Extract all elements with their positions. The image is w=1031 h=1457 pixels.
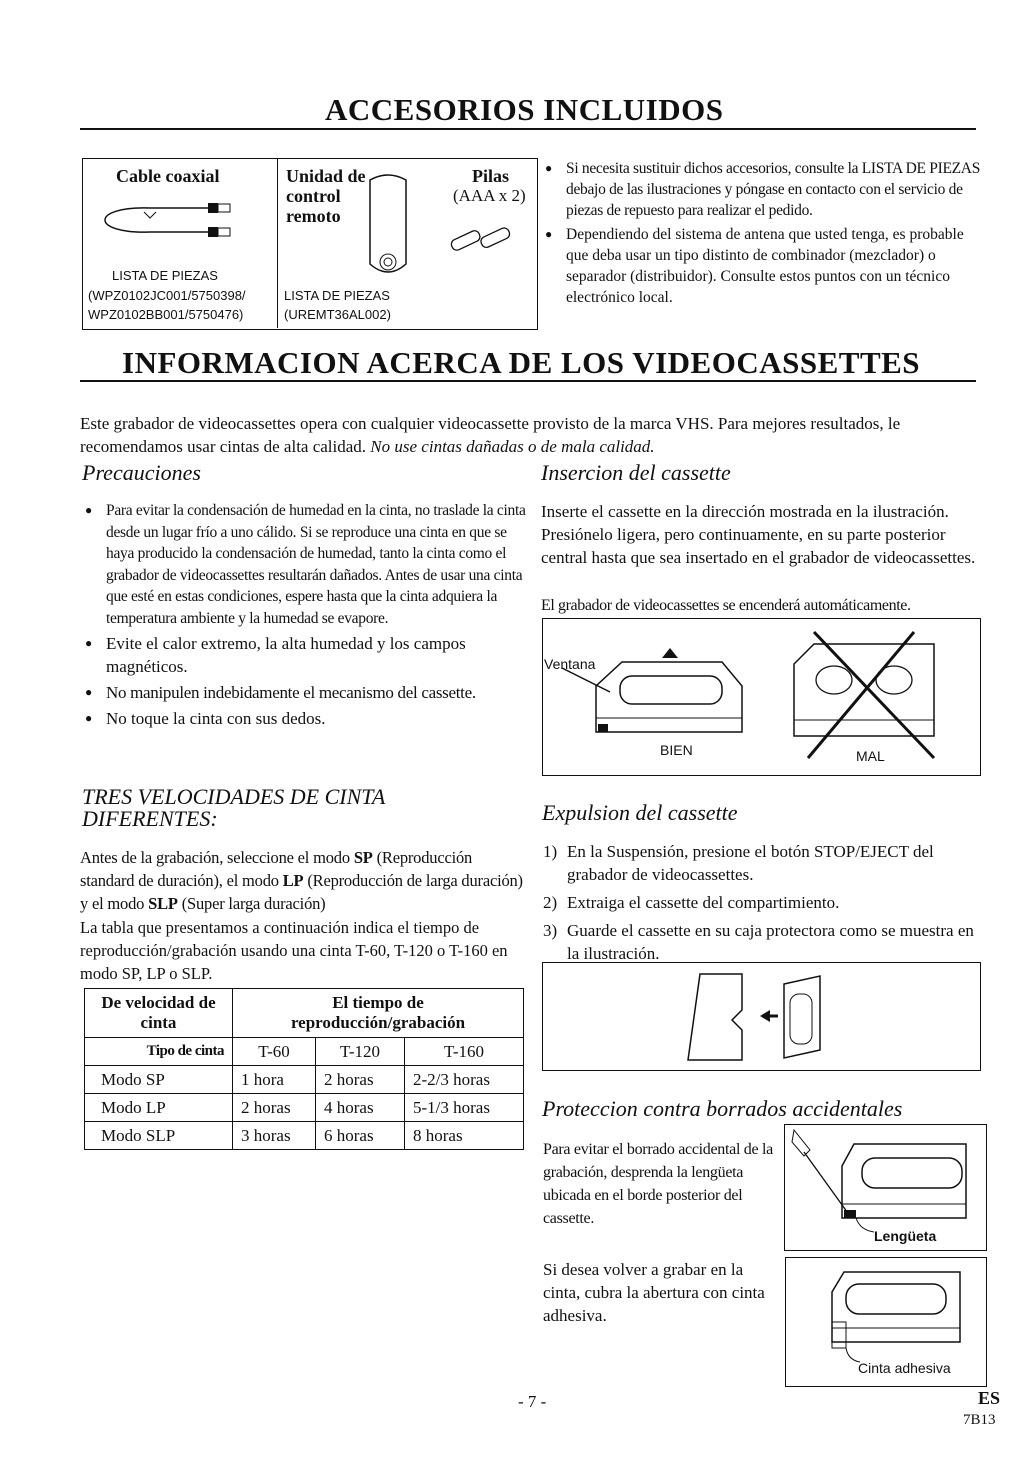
remote-parts: (UREMT36AL002): [284, 307, 391, 322]
label-good: BIEN: [660, 742, 693, 758]
insertion-title: Insercion del cassette: [541, 460, 731, 485]
speeds-title-1: TRES VELOCIDADES DE CINTA: [82, 784, 386, 809]
eject-step: 2) Extraiga el cassette del compartimiento.: [543, 893, 840, 912]
model-code: 7B13: [963, 1412, 996, 1428]
header-time: El tiempo de reproducción/grabación: [233, 989, 524, 1038]
remote-control-icon: [368, 172, 408, 282]
speed-table-header: [85, 989, 524, 1038]
table-row: Modo LP 2 horas 4 horas 5-1/3 horas: [85, 1094, 524, 1122]
cassette-case-icon: [680, 970, 840, 1064]
speeds-para-2: La tabla que presentamos a continuación indica el tiempo de reproducción/grabación usando una cinta T-60, T-120 o T-160 en modo SP, LP o SLP.: [80, 918, 508, 983]
info-intro-italic: No use cintas dañadas o de mala calidad.: [370, 437, 655, 456]
title-rule: [80, 128, 976, 130]
info-intro-text: Este grabador de videocassettes opera con cualquier videocassette provisto de la marca VHS. Para mejores resultados, le recomendamos usar cintas de alta calidad.: [80, 414, 901, 456]
batteries-label: Pilas: [472, 166, 510, 186]
page-number: - 7 -: [518, 1392, 547, 1411]
coax-cable-icon: [90, 200, 250, 250]
precaution-item: ● No manipulen indebidamente el mecanismo del cassette.: [80, 681, 527, 704]
eject-steps: [543, 840, 983, 970]
table-row: Modo SLP 3 horas 6 horas 8 horas: [85, 1122, 524, 1150]
accessories-notes-list: [540, 158, 980, 308]
label-bad: MAL: [856, 748, 885, 764]
tape-type-row: [85, 1038, 524, 1066]
precaution-item: ● No toque la cinta con sus dedos.: [80, 707, 527, 730]
tape-type: T-120: [316, 1038, 405, 1066]
cable-parts-label: LISTA DE PIEZAS: [112, 268, 218, 283]
eject-step: 3) Guarde el cassette en su caja protectora como se muestra en la ilustración.: [543, 921, 974, 963]
precautions-list: [80, 500, 527, 730]
cable-parts-1: (WPZ0102JC001/5750398/: [88, 288, 246, 303]
cassette-tape-icon: [820, 1262, 980, 1362]
precautions-title: Precauciones: [82, 460, 201, 485]
info-title: INFORMACION ACERCA DE LOS VIDEOCASSETTES: [122, 345, 921, 380]
accessories-notes: [540, 158, 980, 311]
precaution-item: ● Para evitar la condensación de humedad en la cinta, no traslade la cinta desde un lugar frío a uno cálido. Si se reproduce una cinta en que se haya producido la condensación de humedad, tanto la cinta como el grabador de videocassettes resultarán dañados. Antes de usar una cinta que esté en estas condiciones, espere hasta que la cinta adquiera la temperatura ambiente y la humedad se evapore.: [80, 500, 527, 629]
label-tab: Lengüeta: [874, 1228, 937, 1244]
accessories-note: ● Dependiendo del sistema de antena que usted tenga, es probable que deba usar un tipo distinto de combinador (mezclador) o separador (distribuidor). Consulte estos puntos con un técnico electrónico local.: [540, 224, 980, 308]
accessories-divider-1: [277, 158, 278, 328]
batteries-icon: [444, 222, 520, 258]
speeds-para-1: Antes de la grabación, seleccione el modo SP (Reproducción standard de duración), el modo LP (Reproducción de larga duración) y el modo SLP (Super larga duración): [80, 848, 523, 913]
header-speed: De velocidad de cinta: [85, 989, 233, 1038]
eject-step-list: [543, 840, 983, 965]
tape-type: T-60: [233, 1038, 316, 1066]
info-intro: [80, 412, 980, 458]
cassette-good-icon: [592, 640, 748, 740]
remote-label-2: control: [286, 186, 341, 206]
protection-text-2: Si desea volver a grabar en la cinta, cubra la abertura con cinta adhesiva.: [543, 1260, 765, 1325]
protection-title: Proteccion contra borrados accidentales: [542, 1096, 903, 1121]
remote-parts-label: LISTA DE PIEZAS: [284, 288, 390, 303]
info-rule: [80, 380, 976, 382]
protection-text-1: Para evitar el borrado accidental de la grabación, desprenda la lengüeta ubicada en el borde posterior del cassette.: [543, 1141, 773, 1227]
insertion-text: Inserte el cassette en la dirección mostrada en la ilustración. Presiónelo ligera, pero continuamente, en su parte posterior central hasta que sea insertado en el grabador de videocassettes.: [541, 502, 976, 567]
tape-type-cell: Tipo de cinta: [85, 1038, 233, 1066]
coax-cable-label: Cable coaxial: [116, 166, 220, 186]
accessories-title: ACCESORIOS INCLUIDOS: [325, 92, 724, 127]
eject-title: Expulsion del cassette: [542, 800, 738, 825]
cable-parts-2: WPZ0102BB001/5750476): [88, 307, 244, 322]
speeds-title-2: DIFERENTES:: [82, 806, 218, 831]
table-row: Modo SP 1 hora 2 horas 2-2/3 horas: [85, 1066, 524, 1094]
cassette-tab-icon: [790, 1126, 982, 1236]
remote-label-3: remoto: [286, 206, 341, 226]
label-tape: Cinta adhesiva: [858, 1360, 951, 1376]
speed-table: [84, 988, 524, 1150]
precaution-item: ● Evite el calor extremo, la alta humedad y los campos magnéticos.: [80, 632, 527, 678]
batteries-qty: (AAA x 2): [453, 186, 526, 205]
precautions-body: [80, 500, 527, 733]
tape-type: T-160: [405, 1038, 524, 1066]
language-code: ES: [978, 1388, 1001, 1408]
label-window: Ventana: [544, 656, 596, 672]
accessories-note: ● Si necesita sustituir dichos accesorios, consulte la LISTA DE PIEZAS debajo de las ilustraciones y póngase en contacto con el servicio de piezas de repuesto para realizar el pedido.: [540, 158, 980, 221]
eject-step: 1) En la Suspensión, presione el botón STOP/EJECT del grabador de videocassettes.: [543, 842, 934, 884]
insertion-auto: El grabador de videocassettes se encenderá automáticamente.: [541, 597, 911, 614]
cassette-bad-icon: [784, 624, 954, 764]
remote-label-1: Unidad de: [286, 166, 366, 186]
